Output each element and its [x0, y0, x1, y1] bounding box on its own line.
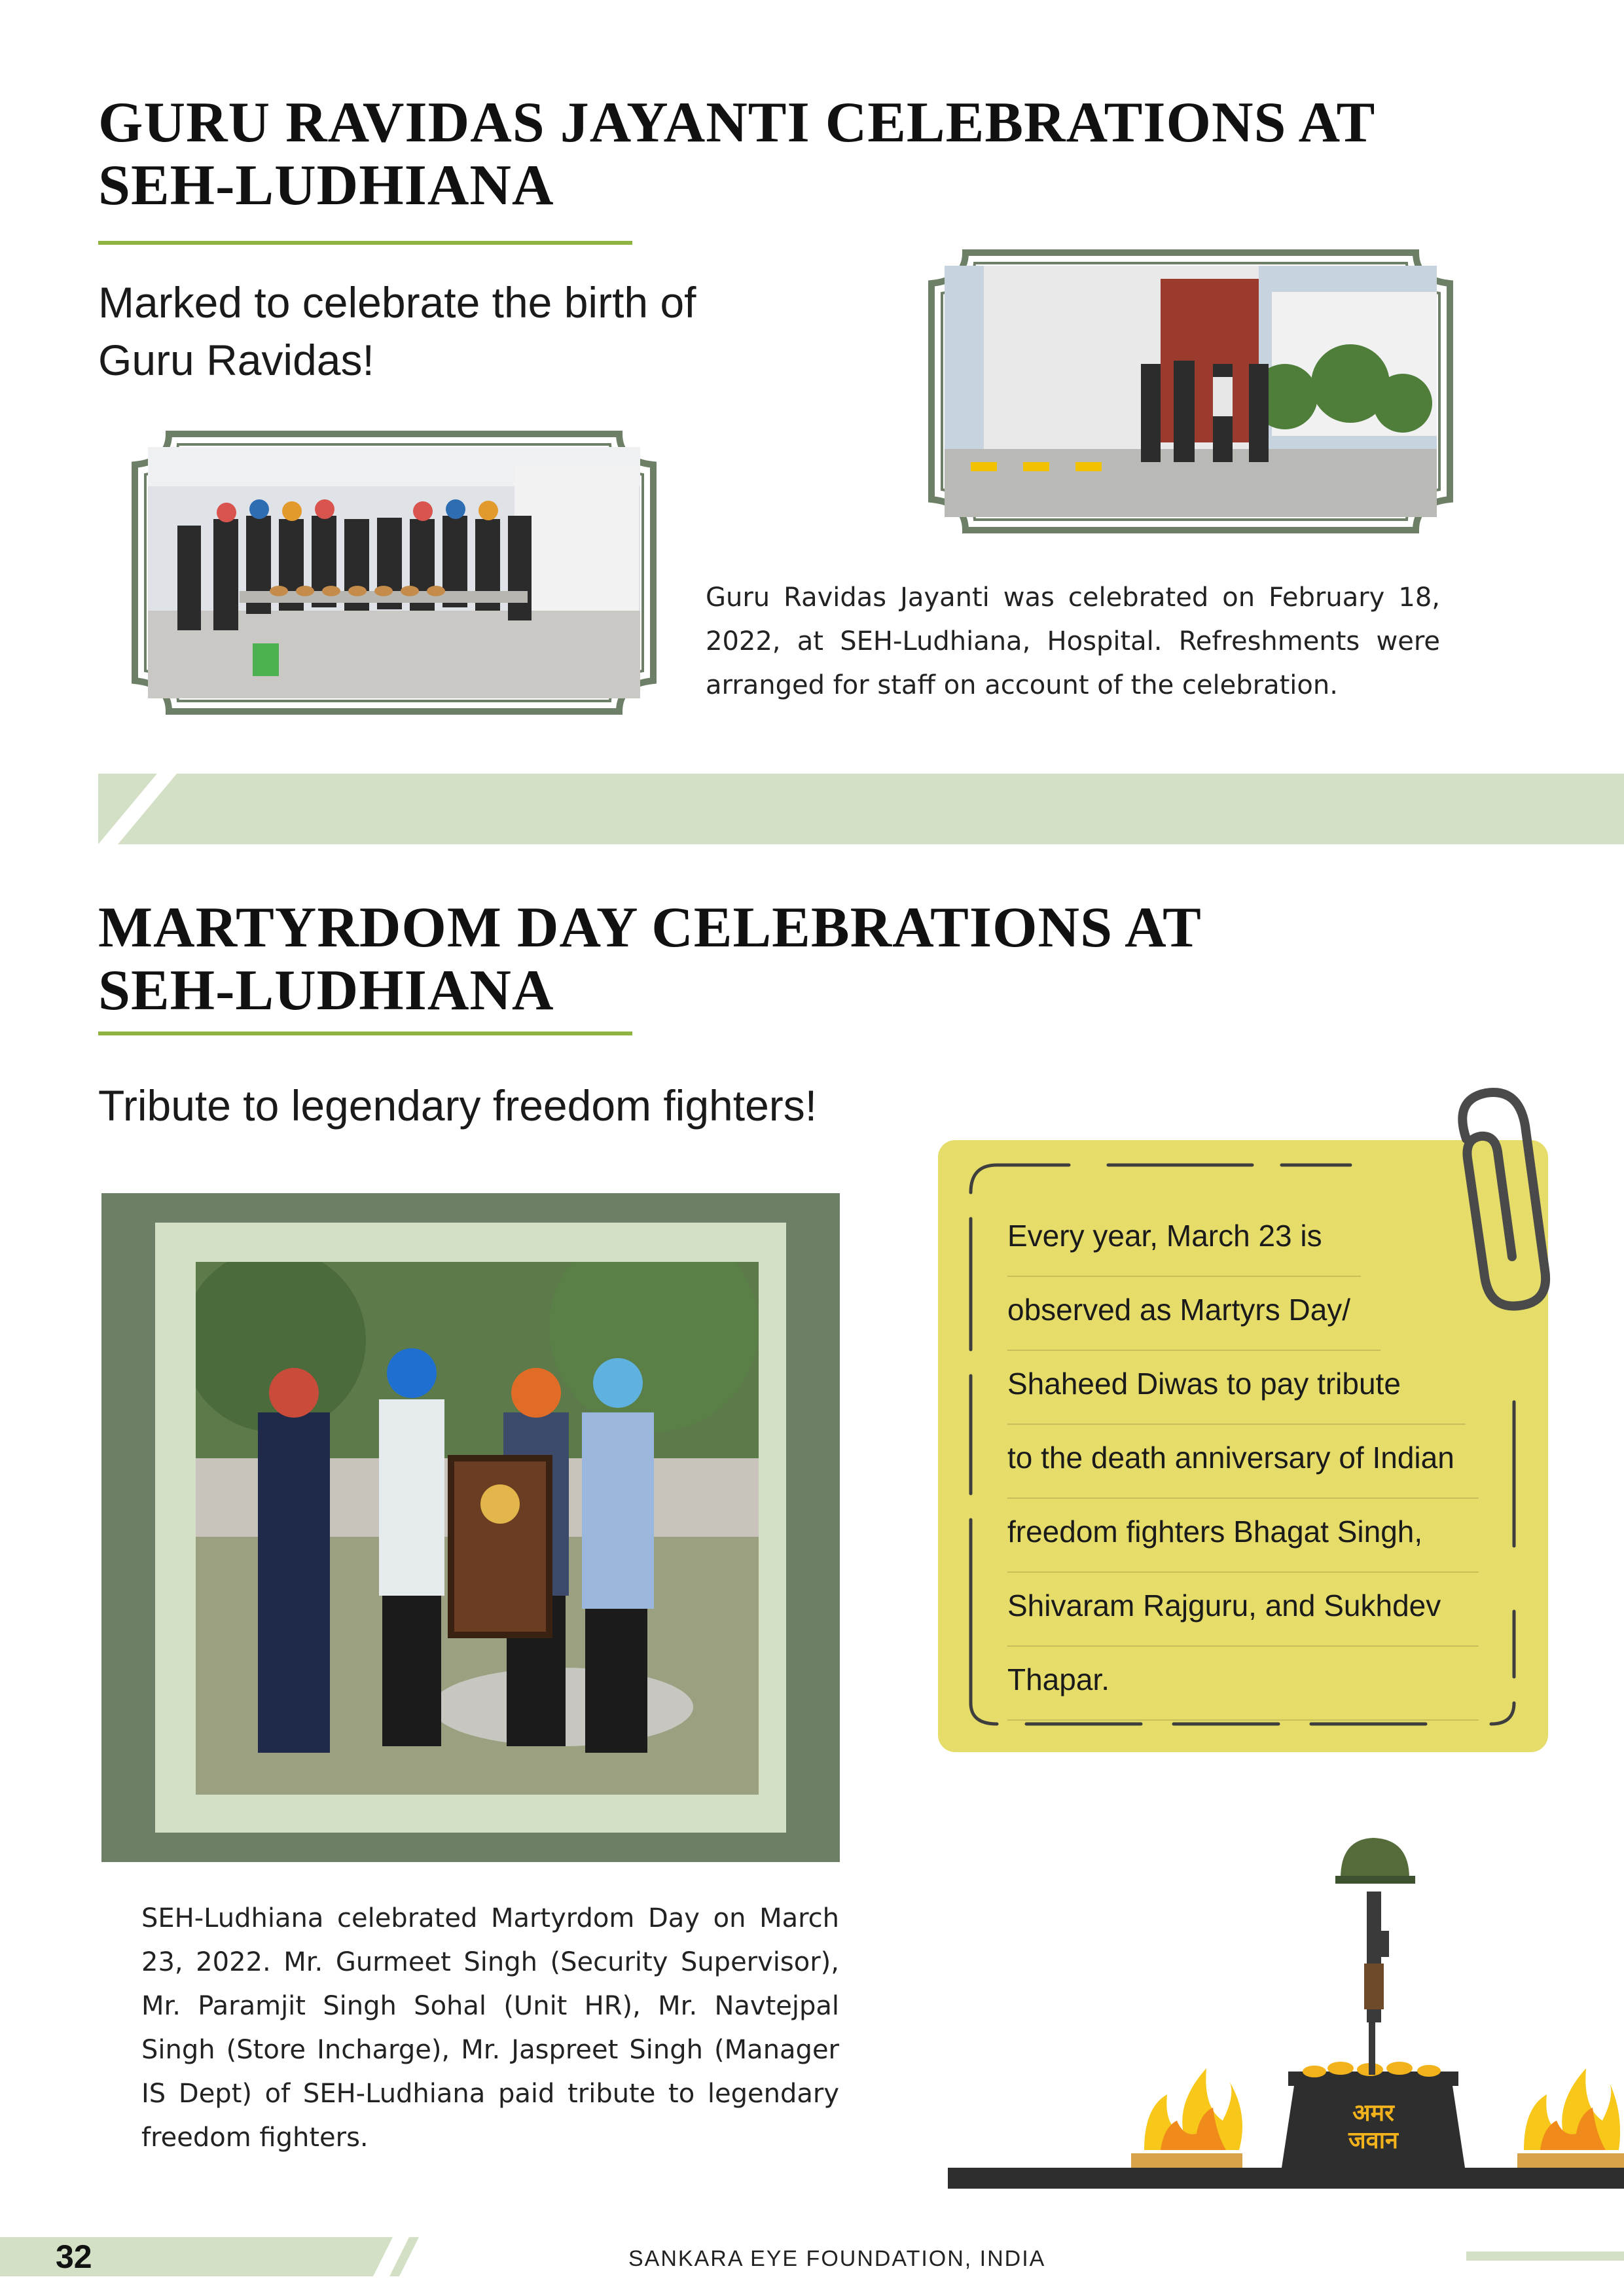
paper-clip-icon: [1427, 1080, 1558, 1316]
section2-title: [98, 897, 1538, 1022]
section1-subtitle-line2: Guru Ravidas!: [98, 336, 374, 384]
footer-organization: SANKARA EYE FOUNDATION, INDIA: [628, 2246, 1046, 2271]
note-line-6: Shivaram Rajguru, and Sukhdev: [1007, 1573, 1479, 1647]
note-line-2: observed as Martyrs Day/: [1007, 1277, 1380, 1351]
section2-title-line1: MARTYRDOM DAY CELEBRATIONS AT: [98, 896, 1202, 960]
section1-title-line2: SEH-LUDHIANA: [98, 154, 554, 217]
section2-body: SEH-Ludhiana celebrated Martyrdom Day on March 23, 2022. Mr. Gurmeet Singh (Security Supervisor), Mr. Paramjit Singh Sohal (Unit HR), Mr. Navtejpal Singh (Store Incharge), Mr. Jaspreet Singh (Manager IS Dept) of SEH-Ludhiana paid tribute to legendary freedom fighters.: [141, 1903, 839, 2153]
page-number: 32: [56, 2238, 92, 2275]
note-line-7: Thapar.: [1007, 1647, 1479, 1721]
martyrdom-group-photo: [196, 1262, 759, 1795]
amar-jawan-line1: अमर: [1352, 2100, 1394, 2126]
section1-title: [98, 92, 1538, 217]
photo-frame-building-group: [926, 247, 1455, 535]
section2-title-line2: SEH-LUDHIANA: [98, 959, 554, 1022]
section1-subtitle: [98, 274, 753, 389]
section2-title-rule: [98, 1031, 632, 1035]
martyrdom-photo-frame: [101, 1193, 840, 1862]
note-line-1: Every year, March 23 is: [1007, 1203, 1361, 1277]
note-line-3: Shaheed Diwas to pay tribute: [1007, 1351, 1466, 1425]
section1-title-rule: [98, 241, 632, 245]
section1-body: Guru Ravidas Jayanti was celebrated on February 18, 2022, at SEH-Ludhiana, Hospital. Refreshments were arranged for staff on account of the celebration.: [706, 583, 1440, 700]
section1-title-line1: GURU RAVIDAS JAYANTI CELEBRATIONS AT: [98, 91, 1376, 154]
photo-frame-staff-refreshments: [130, 429, 659, 717]
amar-jawan-inscription: [1320, 2100, 1427, 2155]
amar-jawan-illustration: [948, 1820, 1624, 2193]
amar-jawan-memorial: [948, 1820, 1624, 2193]
footer-right-band: [1466, 2251, 1624, 2261]
note-line-5: freedom fighters Bhagat Singh,: [1007, 1499, 1479, 1573]
section2-subtitle: Tribute to legendary freedom fighters!: [98, 1081, 818, 1130]
note-line-4: to the death anniversary of Indian: [1007, 1425, 1479, 1499]
section1-subtitle-line1: Marked to celebrate the birth of: [98, 278, 696, 327]
section-divider-band: [98, 774, 1624, 844]
staff-refreshments-photo: [148, 447, 640, 698]
amar-jawan-line2: जवान: [1348, 2127, 1399, 2154]
building-group-photo: [945, 266, 1437, 517]
